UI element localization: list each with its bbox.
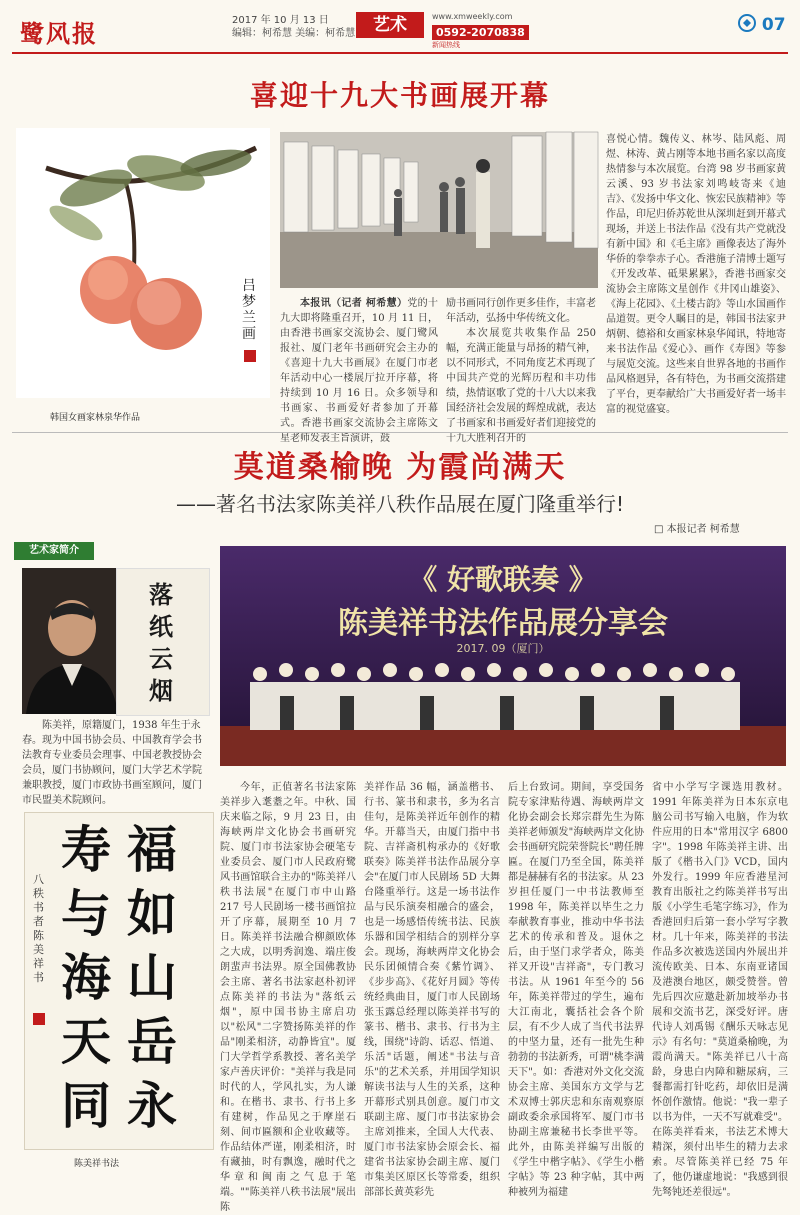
article2-col1 <box>220 780 356 1213</box>
brush-calligraphy-scroll <box>116 568 210 716</box>
article2-col4 <box>652 780 788 1198</box>
calligraphy-char: 天 <box>61 1012 111 1071</box>
website-url[interactable]: www.xmweekly.com <box>432 12 513 21</box>
painting-seal <box>244 350 256 362</box>
calligraphy-signature: 八秩书者陈美祥书 <box>33 873 44 984</box>
calligraphy-char: 同 <box>61 1076 111 1135</box>
article2-col2-text: 美祥作品 36 幅，涵盖楷书、行书、篆书和隶书，多为名言佳句，是陈美祥近年创作的精华。开幕当天，由厦门指中书院、吉祥斋机构承办的《好歌联奏》陈美祥书法作品展分享会"在厦门市人民剧场 5D 大舞台隆重举行。这是一场书法作品与民乐演奏相融合的盛会，也是一场感悟传统书法、民族乐器和国学相结合的别样分享会。现场，海峡两岸文化协会民乐团倾情合奏《紫竹调》、《步步高》、《花好月圆》等传统经典曲目，厦门市人民剧场张玉露总经理以陈美祥书写的篆书、楷书、隶书、行书为主线，围绕"诗韵、话忍、悟道、乐活"话题，阐述"书法与音乐"的艺术关系，并用国学知识解读书法与人生的关系，这种开幕形式别具创意。厦门市文联副主席、厦门市书法家协会主席刘推来，全国人大代表、厦门市书法家协会原会长、福建省书法家协会副主席、厦门市集美区原区长等常委，组织部部长黄英彩先 <box>364 782 500 1198</box>
article1-col3 <box>606 132 786 428</box>
calligraphy-seal <box>33 1013 45 1025</box>
calligraphy-caption: 陈美祥书法 <box>74 1159 120 1169</box>
calligraphy-char: 岳 <box>127 1012 177 1071</box>
calligraphy-char: 如 <box>127 884 177 943</box>
calligraphy-char: 福 <box>127 820 177 879</box>
event-banner-title: 《 好歌联奏 》 <box>409 563 597 596</box>
hotline-phone: 0592-2070838 <box>432 25 529 40</box>
calligraphy-char: 与 <box>61 884 111 943</box>
exhibition-photo-art <box>280 132 598 288</box>
peach-painting <box>16 128 270 398</box>
newspaper-brand: 鹭风报 <box>20 19 98 48</box>
article2-headline: 莫道桑榆晚 为霞尚满天 <box>233 450 567 485</box>
article2-col1-text: 今年，正值著名书法家陈美祥步入耄耋之年。中秋、国庆来临之际，9 月 23 日，由海峡两岸文化协会书画研究院、厦门市书法家协会硬笔专业委员会、厦门市人民政府鹭风书画馆联合主办的"陈美祥八秩书法展"在厦门市中山路 217 号人民剧场一楼书画馆拉开了序幕，展期至 10 月 7 日。陈美祥书法融合柳颜欧体之大成，以明秀润逸、端庄俊朗蜚声书法界。原全国佛教协会主席、著名书法家赵朴初评点陈美祥的书法为"落纸云烟"，原中国书协主席启功以"松风"二字赞扬陈美祥的作品"刚柔相济，动静皆宜"。厦门大学哲学系教授、著名美学家卢善庆评价："美祥与我是同时代的人，学风扎实，为人谦和。在楷书、隶书、行书上多有建树，作品见之于摩崖石刻、间市匾额和企业收藏等。作品结体严谨，刚柔相济，时有藏抽，时有飘逸，融时代之华章和闽南之气息于笔端。""陈美祥八秩书法展"展出陈 <box>220 782 356 1213</box>
event-group-photo <box>220 546 786 766</box>
article1-col3-text: 喜悦心情。魏传义、林岑、陆风彪、周煜、林涛、黄占刚等本地书画名家以高度热情参与本次展览。台湾 98 岁书画家黄云溪、93 岁书法家刘鸣岐寄来《迪吉》、《发扬中华文化、恢宏民族精神》等作品，印尼归侨苏乾世从深圳赶到开幕式现场，并送上书法作品《没有共产党就没有新中国》和《毛主席》画像表达了海外华侨的拳拳赤子心。香港施子清博士题写《开发改革、砥果累累》，香港书画家交流协会主席陈文星创作《井冈山雄姿》、《海上花园》、《土楼古韵》等山水国画作品道贺。更令人瞩目的是，韩国书法家尹炳朝、德裕和女画家林泉华闻讯，特地寄来书法作品《爱心》、画作《寿图》等参与展览交流。这些来自世界各地的书画作品风格迥异，各有特色，为书画交流搭建了平台，更奉献给广大书画爱好者一场丰富的视觉盛宴。 <box>606 134 786 415</box>
editor-credits: 编辑：柯希慧 美编：柯希慧 <box>232 28 356 39</box>
event-banner-date: 2017. 09（厦门） <box>456 642 550 655</box>
page-badge-icon <box>738 14 756 32</box>
calligraphy-char: 海 <box>61 948 111 1007</box>
article1-col2 <box>446 296 596 444</box>
article2-col3 <box>508 780 644 1198</box>
exhibition-photo <box>280 132 598 288</box>
artist-profile-tag: 艺术家简介 <box>14 542 94 560</box>
page-number-text: 07 <box>761 15 786 35</box>
page-number <box>738 14 788 36</box>
article2-subheadline: ——著名书法家陈美祥八秩作品展在厦门隆重举行! <box>175 492 625 516</box>
article1-byline: 本报讯（记者 柯希慧） <box>300 298 408 309</box>
article1-col2-para2: 本次展览共收集作品 250 幅，充满正能量与昂扬的精气神，以不同形式，不同角度艺术再现了中国共产党的光辉历程和丰功伟绩，热情讴歌了党的十八大以来我国经济社会发展的辉煌成就，表达了书画家和书画爱好者们迎接党的十九大胜利召开的 <box>446 328 596 444</box>
article1-col1-text: 党的十九大即将隆重召开，10 月 11 日，由香港书画家交流协会、厦门鹭风报社、厦门老年书画研究会主办的《喜迎十九大书画展》在厦门市老年活动中心一楼展厅拉开序幕，将持续到 10 月 16 日。众多领导和书画家、书画爱好者参加了开幕式。香港书画家交流协会主席陈文星老师发表主旨演讲，鼓 <box>280 298 439 444</box>
article1-col1 <box>280 296 439 444</box>
painting-caption: 韩国女画家林泉华作品 <box>50 413 141 423</box>
artist-profile-text: 陈美祥，原籍厦门，1938 年生于永春。现为中国书协会员、中国教育学会书法教育专业委员会理事、中国老教授协会会员，厦门书协顾问，厦门大学艺术学院兼职教授，厦门市政协书画室顾问，厦门市民盟美术院顾问。 <box>22 720 202 806</box>
calligraphy-char: 寿 <box>61 820 111 879</box>
article1-col2-para1: 励书画同行创作更多佳作，丰富老年活动，弘扬中华传统文化。 <box>446 298 596 324</box>
article2-reporter: □ 本报记者 柯希慧 <box>654 524 740 535</box>
brush-calligraphy-text: 落纸云烟 <box>149 580 173 705</box>
article2-col3-text: 后上台致词。期间，享受国务院专家津贴待遇、海峡两岸文化协会副会长郑宗群先生为陈美祥老师颁发"海峡两岸文化协会书画研究院荣誉院长"聘任牌匾。在厦门乃至全国，陈美祥都是赫赫有名的书法家。从 23 岁担任厦门一中书法教师至 1998 年，陈美祥以毕生之力奉献教育事业，推动中华书法艺术的传承和普及。退休之后，由于坚门求学者众，陈美祥又开设"吉祥斋"，专门教习书法。从 1961 年至今的 56 年，陈美祥带过的学生，遍布大江南北，囊括社会各个阶层，有不少人成了当代书法界的中坚力量，还有一批先生种勃勃的书法新秀，可谓"桃李满天下"。如：香港对外文化交流协会主席、美国东方文学与艺术双博士郭庆忠和东南观察原副政委余承国将军、厦门市书协副主席兼秘书长李世平等。此外，由陈美祥编写出版的《学生中楷字帖》、《学生小楷字帖》等 23 种字帖，其中两种被列为福建 <box>508 782 644 1198</box>
peach-painting-art <box>16 128 270 398</box>
calligraphy-char: 永 <box>127 1076 177 1135</box>
issue-date: 2017 年 10 月 13 日 <box>232 15 329 26</box>
issue-date-block <box>232 14 355 40</box>
event-banner-subtitle: 陈美祥书法作品展分享会 <box>338 606 668 641</box>
section-tag: 艺术 <box>356 12 424 38</box>
article2-col2 <box>364 780 500 1198</box>
masthead-divider <box>12 52 788 54</box>
article1-headline: 喜迎十九大书画展开幕 <box>249 79 550 112</box>
article-divider <box>12 432 788 433</box>
calligraphy-char: 山 <box>127 948 177 1007</box>
hotline-label: 新闻热线 <box>432 41 460 49</box>
news-hotline <box>432 12 552 48</box>
painting-signature: 吕梦兰画 <box>242 278 256 342</box>
article2-col4-text: 省中小学写字课选用教材。1991 年陈美祥为日本东京电脑公司书写输入电脑，作为软件应用的日本"常用汉字 6800 字"。1998 年陈美祥主讲、出版了《楷书入门》VCD，国内外发行。1999 年应香港星河教育出版社之约陈美祥书写出版《小学生毛笔字练习》，作为香港回归后第一套小学写字教材。几十年来，陈美祥的书法作品多次被选送国内外展出并流传欧美、日本、东南亚诸国及港澳台地区，颇受赞誉。曾先后四次应邀赴新加坡举办书展和交流书艺，深受好评。唐代诗人刘禹锡《酬乐天咏志见示》有名句："莫道桑榆晚，为霞尚满天。"陈美祥已八十高龄，身患白内障和糖尿病，三餐都需打针吃药，却依旧是满怀创作激情。他说："我一辈子以书为伴，一天不写就难受"。在陈美祥看来，书法艺术博大精深，须付出毕生的精力去求索。尽管陈美祥已经 75 年了，他仍谦虚地说："我感到很先驽钝还差很远"。 <box>652 782 788 1198</box>
calligraphy-work <box>24 812 214 1150</box>
